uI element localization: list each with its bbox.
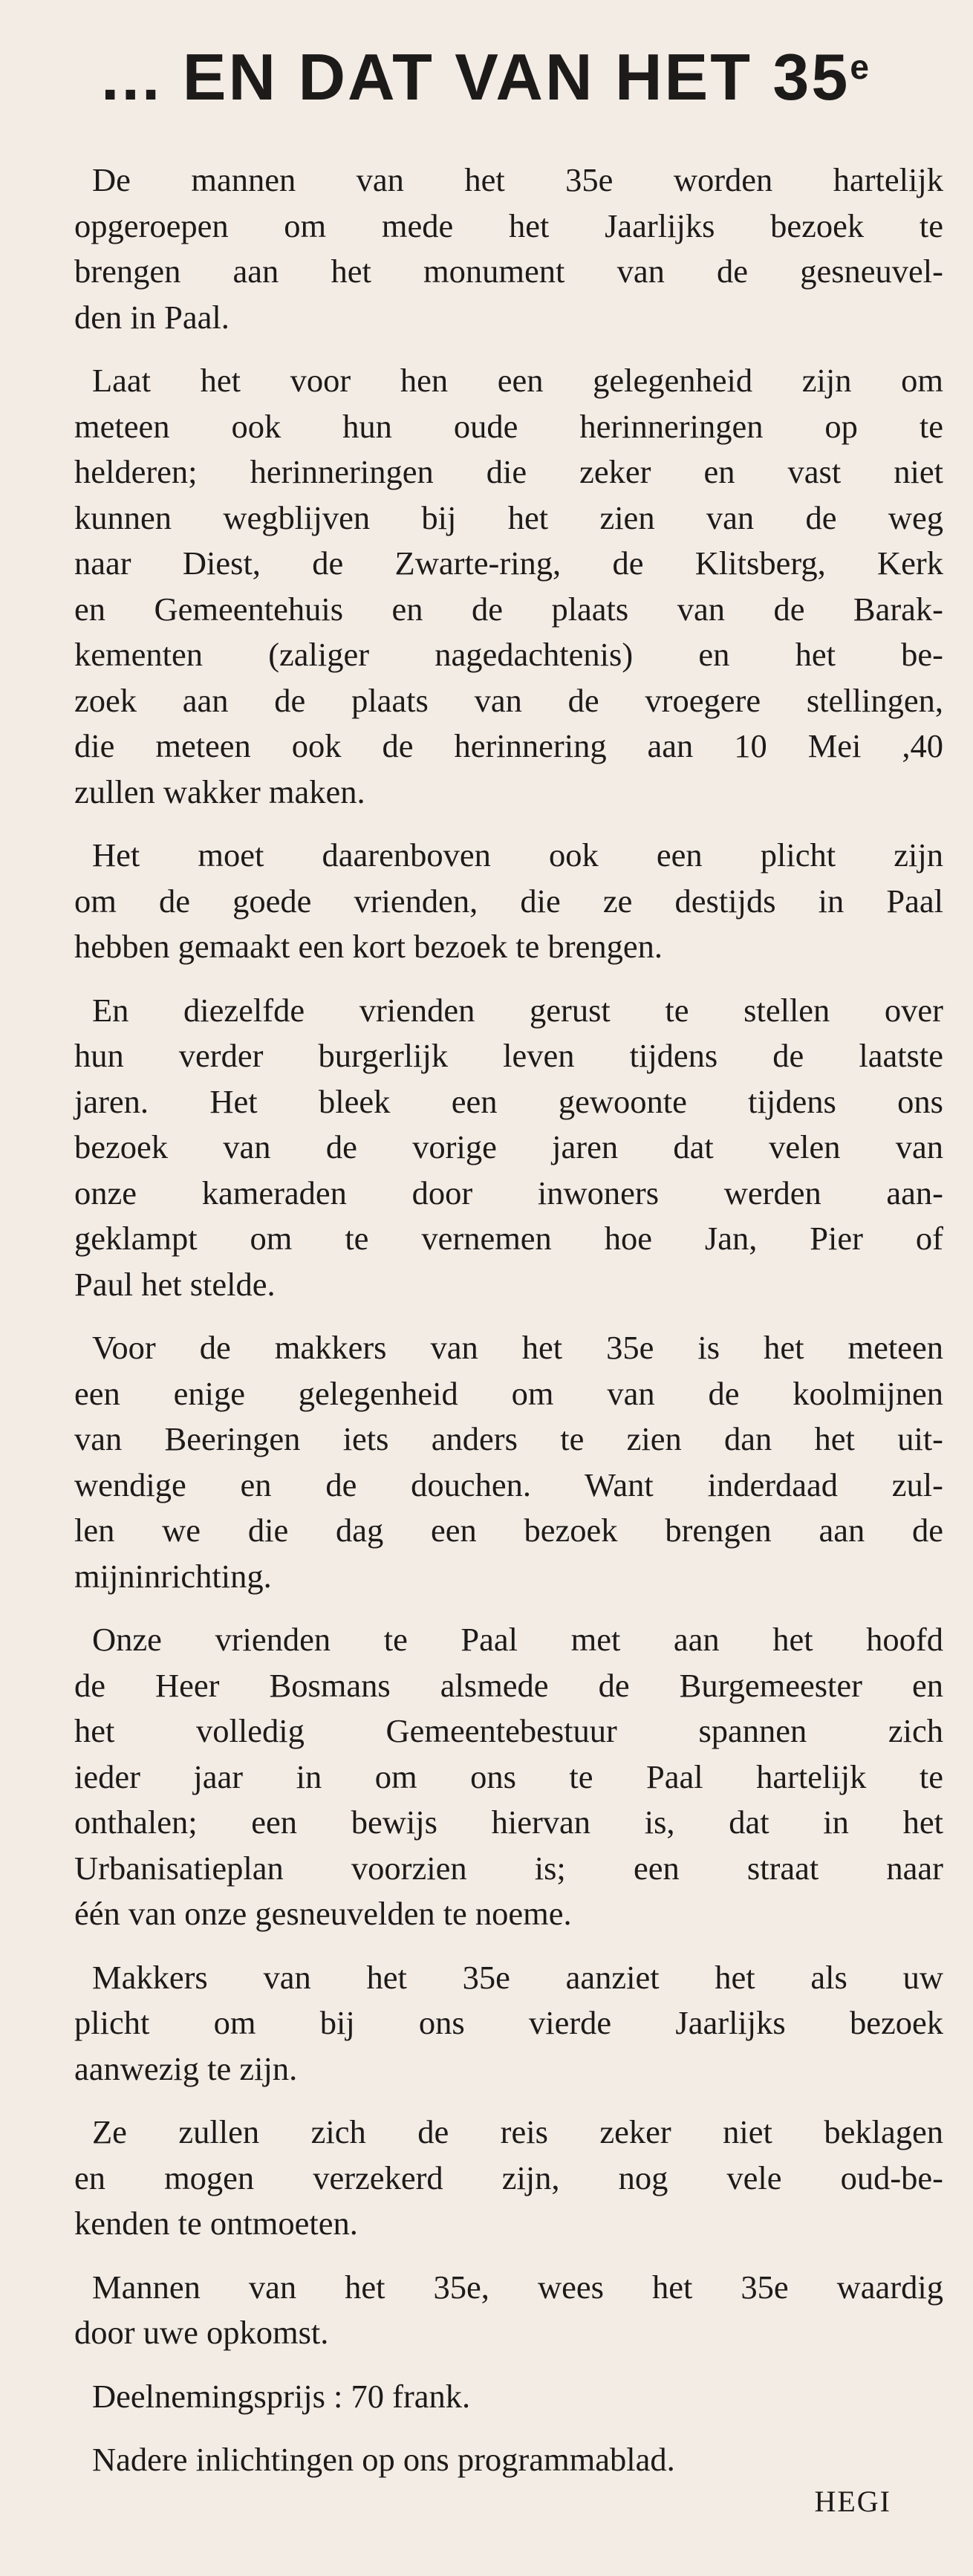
- text-line: en Gemeentehuis en de plaats van de Barak-: [74, 590, 943, 628]
- text-line: onthalen; een bewijs hiervan is, dat in het: [74, 1803, 943, 1841]
- text-line: mijninrichting.: [74, 1557, 272, 1595]
- text-line: jaren. Het bleek een gewoonte tijdens ons: [74, 1082, 943, 1120]
- text-line: Voor de makkers van het 35e is het meteen: [92, 1329, 943, 1366]
- paragraph: [74, 2437, 943, 2483]
- paragraph-spacer: [74, 2356, 943, 2374]
- text-line: kenden te ontmoeten.: [74, 2205, 358, 2242]
- text-line: naar Diest, de Zwarte-ring, de Klitsberg, Kerk: [74, 544, 943, 582]
- text-line: den in Paal.: [74, 298, 230, 336]
- article-title: [74, 40, 973, 114]
- text-line: aanwezig te zijn.: [74, 2049, 298, 2087]
- text-line: door uwe opkomst.: [74, 2314, 329, 2351]
- text-line: geklampt om te vernemen hoe Jan, Pier of: [74, 1220, 943, 1257]
- text-line: kementen (zaliger nagedachtenis) en het be-: [74, 636, 943, 673]
- text-line: wendige en de douchen. Want inderdaad zul-: [74, 1466, 943, 1503]
- text-line: En diezelfde vrienden gerust te stellen over: [92, 991, 943, 1029]
- paragraph-spacer: [74, 815, 943, 833]
- text-line: onze kameraden door inwoners werden aan-: [74, 1174, 943, 1211]
- paragraph: [74, 988, 943, 1308]
- text-line: Makkers van het 35e aanziet het als uw: [92, 1958, 943, 1996]
- text-line: om de goede vrienden, die ze destijds in Paal: [74, 882, 943, 920]
- text-line: ieder jaar in om ons te Paal hartelijk te: [74, 1757, 943, 1795]
- text-line: het volledig Gemeentebestuur spannen zich: [74, 1712, 943, 1749]
- text-line: Urbanisatieplan voorzien is; een straat naar: [74, 1849, 943, 1887]
- paragraph: [74, 2265, 943, 2356]
- paragraph-spacer: [74, 970, 943, 988]
- text-line: De mannen van het 35e worden hartelijk: [92, 161, 943, 198]
- text-line: bezoek van de vorige jaren dat velen van: [74, 1128, 943, 1165]
- text-line: kunnen wegblijven bij het zien van de weg: [74, 498, 943, 536]
- text-line: van Beeringen iets anders te zien dan het uit-: [74, 1420, 943, 1457]
- text-line: helderen; herinneringen die zeker en vast niet: [74, 453, 943, 490]
- text-line: Laat het voor hen een gelegenheid zijn om: [92, 362, 943, 399]
- paragraph-spacer: [74, 1599, 943, 1617]
- paragraph: [74, 1955, 943, 2092]
- text-line: hebben gemaakt een kort bezoek te brengen.: [74, 928, 663, 965]
- text-line: Mannen van het 35e, wees het 35e waardig: [92, 2268, 943, 2306]
- text-line: zullen wakker maken.: [74, 773, 365, 810]
- paragraph-spacer: [74, 2419, 943, 2437]
- text-line: een enige gelegenheid om van de koolmijnen: [74, 1374, 943, 1412]
- text-line: Nadere inlichtingen op ons programmablad.: [92, 2441, 675, 2478]
- text-line: Het moet daarenboven ook een plicht zijn: [92, 836, 943, 874]
- paragraph: [74, 2110, 943, 2247]
- article-title-text: ... EN DAT VAN HET 35: [101, 40, 850, 114]
- text-line: de Heer Bosmans alsmede de Burgemeester en: [74, 1666, 943, 1704]
- paragraph-spacer: [74, 1307, 943, 1325]
- text-line: Ze zullen zich de reis zeker niet beklagen: [92, 2113, 943, 2150]
- paragraph: [74, 1617, 943, 1937]
- text-line: plicht om bij ons vierde Jaarlijks bezoek: [74, 2004, 943, 2041]
- author-signature: HEGI: [814, 2484, 891, 2518]
- text-line: Deelnemingsprijs : 70 frank.: [92, 2377, 471, 2415]
- text-line: en mogen verzekerd zijn, nog vele oud-be-: [74, 2159, 943, 2196]
- text-line: Paul het stelde.: [74, 1265, 276, 1303]
- paragraph: [74, 833, 943, 970]
- text-line: len we die dag een bezoek brengen aan de: [74, 1512, 943, 1549]
- text-line: zoek aan de plaats van de vroegere stellingen,: [74, 681, 943, 719]
- text-line: meteen ook hun oude herinneringen op te: [74, 407, 943, 445]
- paragraph-spacer: [74, 1937, 943, 1955]
- text-line: die meteen ook de herinnering aan 10 Mei ,40: [74, 727, 943, 764]
- text-line: één van onze gesneuvelden te noeme.: [74, 1895, 572, 1932]
- text-line: Onze vrienden te Paal met aan het hoofd: [92, 1621, 943, 1658]
- paragraph-spacer: [74, 2247, 943, 2265]
- paragraph-spacer: [74, 2092, 943, 2110]
- text-line: brengen aan het monument van de gesneuvel-: [74, 253, 943, 290]
- text-line: opgeroepen om mede het Jaarlijks bezoek te: [74, 206, 943, 244]
- paragraph: [74, 157, 943, 340]
- paragraph-spacer: [74, 340, 943, 358]
- article-title-superscript: e: [850, 48, 871, 86]
- paragraph: [74, 358, 943, 815]
- article-body: [74, 157, 943, 2483]
- paragraph: [74, 2374, 943, 2420]
- paragraph: [74, 1325, 943, 1599]
- text-line: hun verder burgerlijk leven tijdens de laatste: [74, 1037, 943, 1074]
